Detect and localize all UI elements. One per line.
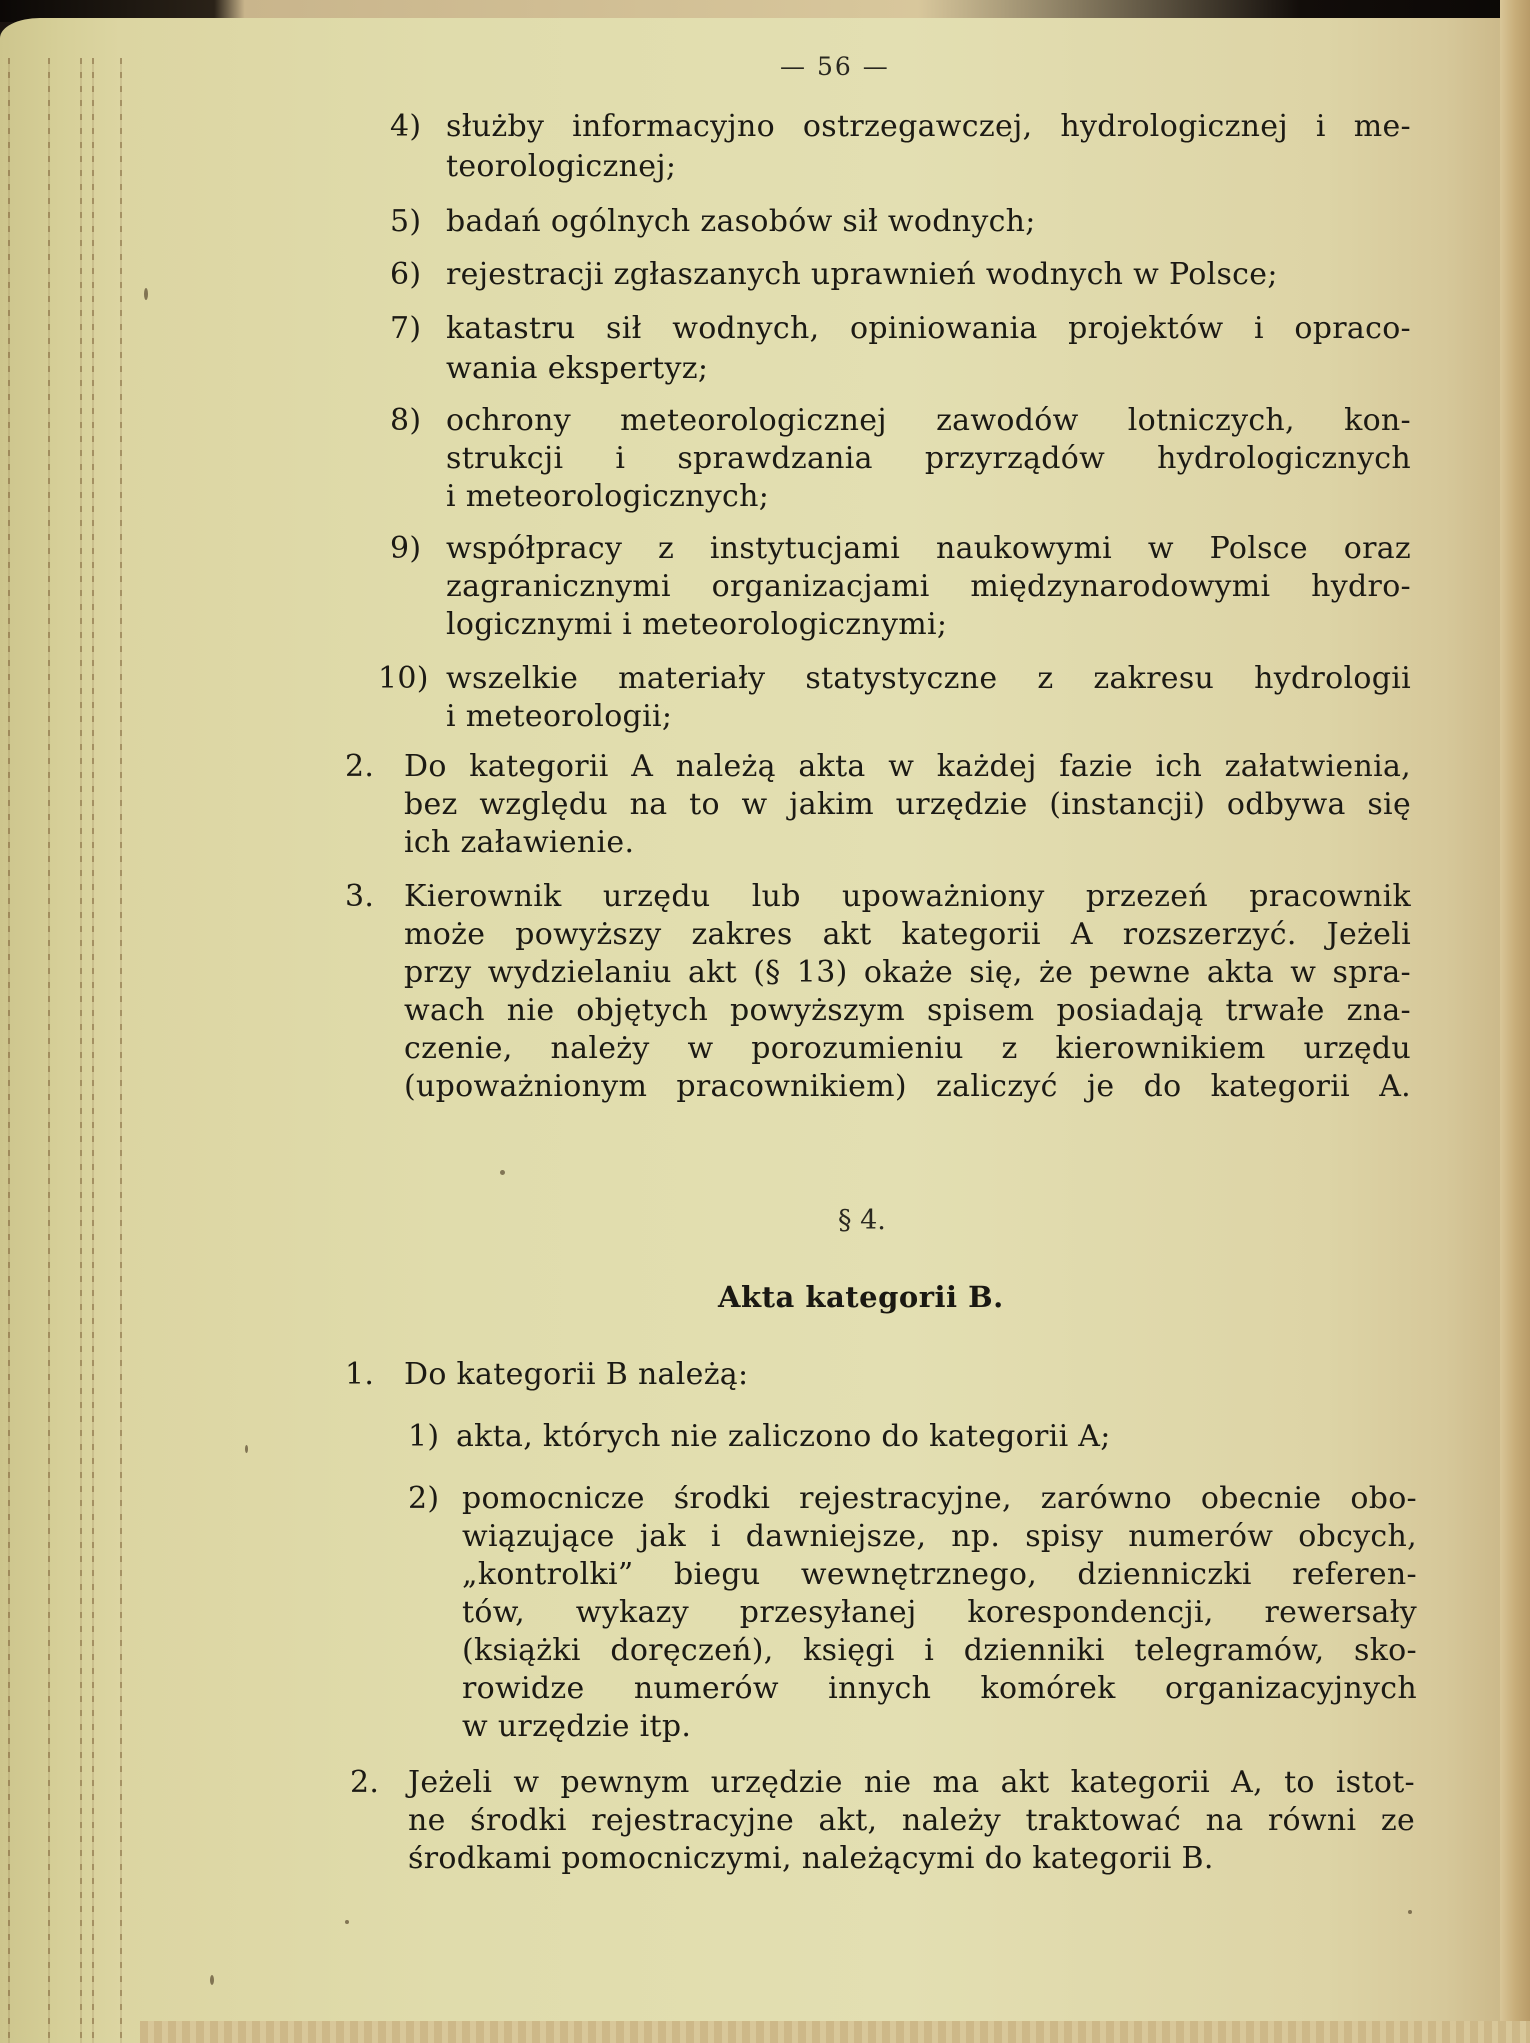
list-item-line: logicznymi i meteorologicznymi; bbox=[446, 607, 948, 642]
list-item-line: pomocnicze środki rejestracyjne, zarówno obecnie obo- bbox=[462, 1481, 1417, 1516]
paragraph-line: środkami pomocniczymi, należącymi do kategorii B. bbox=[408, 1841, 1214, 1876]
list-item-line: badań ogólnych zasobów sił wodnych; bbox=[446, 204, 1036, 239]
list-item-number: 10) bbox=[378, 661, 429, 696]
list-item-line: współpracy z instytucjami naukowymi w Polsce oraz bbox=[446, 531, 1411, 566]
paragraph-number: 3. bbox=[345, 879, 375, 914]
paragraph-number: 1. bbox=[345, 1357, 375, 1392]
list-item-line: i meteorologii; bbox=[446, 699, 673, 734]
paragraph-line: wach nie objętych powyższym spisem posiadają trwałe zna- bbox=[404, 993, 1411, 1028]
paragraph-line: czenie, należy w porozumieniu z kierownikiem urzędu bbox=[404, 1031, 1411, 1066]
paragraph-line: przy wydzielaniu akt (§ 13) okaże się, że pewne akta w spra- bbox=[404, 955, 1411, 990]
list-item-number: 1) bbox=[408, 1419, 440, 1454]
list-item-line: wiązujące jak i dawniejsze, np. spisy numerów obcych, bbox=[462, 1519, 1417, 1554]
list-item-line: ochrony meteorologicznej zawodów lotniczych, kon- bbox=[446, 403, 1411, 438]
list-item-line: służby informacyjno ostrzegawczej, hydrologicznej i me- bbox=[446, 109, 1411, 144]
list-item-number: 5) bbox=[390, 204, 422, 239]
paragraph-number: 2. bbox=[350, 1765, 380, 1800]
section-title: Akta kategorii B. bbox=[718, 1280, 1004, 1314]
list-item-line: rejestracji zgłaszanych uprawnień wodnych w Polsce; bbox=[446, 257, 1278, 292]
list-item-line: i meteorologicznych; bbox=[446, 479, 770, 514]
paragraph-line: Do kategorii B należą: bbox=[404, 1357, 749, 1392]
list-item-line: wszelkie materiały statystyczne z zakresu hydrologii bbox=[446, 661, 1411, 696]
section-mark: § 4. bbox=[838, 1205, 886, 1236]
list-item-line: katastru sił wodnych, opiniowania projektów i opraco- bbox=[446, 311, 1411, 346]
paragraph-line: bez względu na to w jakim urzędzie (instancji) odbywa się bbox=[404, 787, 1411, 822]
list-item-number: 4) bbox=[390, 109, 422, 144]
list-item-number: 6) bbox=[390, 257, 422, 292]
list-item-number: 7) bbox=[390, 311, 422, 346]
list-item-line: teorologicznej; bbox=[446, 149, 677, 184]
list-item-line: strukcji i sprawdzania przyrządów hydrologicznych bbox=[446, 441, 1411, 476]
paragraph-number: 2. bbox=[345, 749, 375, 784]
paragraph-line: ne środki rejestracyjne akt, należy traktować na równi ze bbox=[408, 1803, 1415, 1838]
page-number: — 56 — bbox=[780, 52, 890, 81]
paragraph-line: Do kategorii A należą akta w każdej fazie ich załatwienia, bbox=[404, 749, 1411, 784]
list-item-line: zagranicznymi organizacjami międzynarodowymi hydro- bbox=[446, 569, 1411, 604]
list-item-line: tów, wykazy przesyłanej korespondencji, rewersały bbox=[462, 1595, 1417, 1630]
list-item-number: 8) bbox=[390, 403, 422, 438]
list-item-line: w urzędzie itp. bbox=[462, 1709, 692, 1744]
paragraph-line: Jeżeli w pewnym urzędzie nie ma akt kategorii A, to istot- bbox=[408, 1765, 1415, 1800]
paragraph-line: ich załawienie. bbox=[404, 825, 635, 860]
list-item-line: rowidze numerów innych komórek organizacyjnych bbox=[462, 1671, 1417, 1706]
list-item-line: „kontrolki” biegu wewnętrznego, dzienniczki referen- bbox=[462, 1557, 1417, 1592]
list-item-line: akta, których nie zaliczono do kategorii A; bbox=[456, 1419, 1111, 1454]
paragraph-line: (upoważnionym pracownikiem) zaliczyć je do kategorii A. bbox=[404, 1069, 1411, 1104]
list-item-line: wania ekspertyz; bbox=[446, 351, 709, 386]
list-item-number: 2) bbox=[408, 1481, 440, 1516]
list-item-number: 9) bbox=[390, 531, 422, 566]
paragraph-line: może powyższy zakres akt kategorii A rozszerzyć. Jeżeli bbox=[404, 917, 1411, 952]
paragraph-line: Kierownik urzędu lub upoważniony przezeń pracownik bbox=[404, 879, 1411, 914]
list-item-line: (książki doręczeń), księgi i dzienniki telegramów, sko- bbox=[462, 1633, 1417, 1668]
